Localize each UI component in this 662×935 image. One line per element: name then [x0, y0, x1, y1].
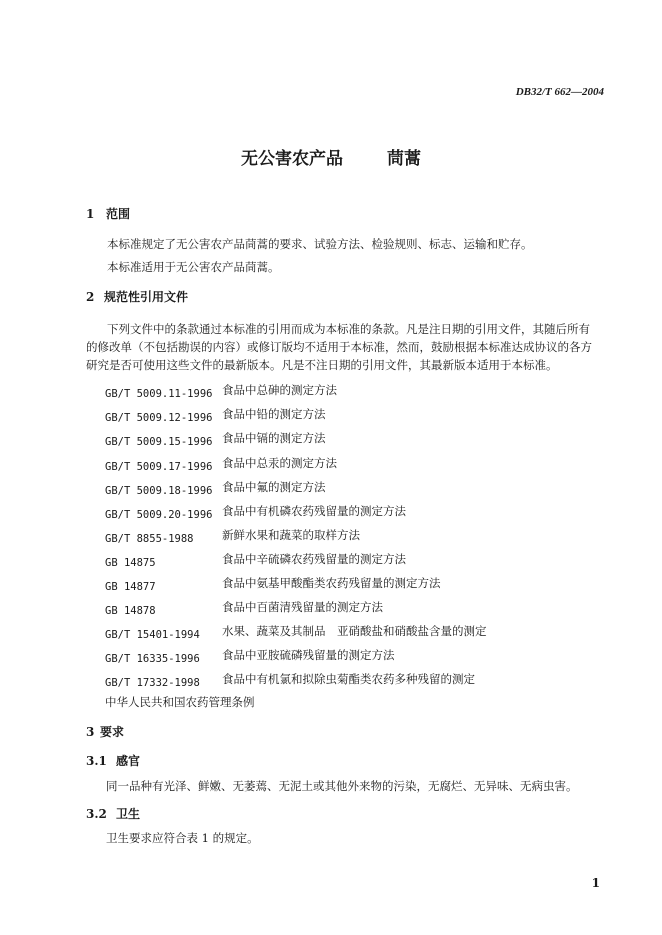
reference-item — [105, 455, 212, 474]
reference-title: 食品中亚胺硫磷残留量的测定方法 — [222, 648, 395, 662]
section-title: 卫生 — [116, 807, 141, 821]
reference-title: 食品中总汞的测定方法 — [222, 456, 337, 470]
page-number: 1 — [591, 876, 600, 890]
reference-item — [105, 406, 212, 425]
reference-code: GB/T 5009.11-1996 — [105, 388, 213, 400]
section-number: 3.2 — [86, 807, 107, 821]
standard-number: DB32/T 662—2004 — [515, 86, 604, 98]
reference-title: 食品中镉的测定方法 — [222, 431, 326, 445]
section-title: 范围 — [106, 207, 131, 221]
reference-code: GB/T 8855-1988 — [105, 533, 194, 545]
reference-title: 食品中氨基甲酸酯类农药残留量的测定方法 — [222, 576, 441, 590]
reference-item — [105, 382, 212, 401]
sensory-requirement-text: 同一品种有光泽、鲜嫩、无萎蔫、无泥土或其他外来物的污染，无腐烂、无异味、无病虫害。 — [106, 779, 578, 793]
section-number: 3.1 — [86, 754, 107, 768]
reference-title: 食品中辛硫磷农药残留量的测定方法 — [222, 552, 406, 566]
reference-item — [105, 551, 156, 570]
document-title — [0, 144, 662, 169]
section-1-heading — [86, 205, 130, 222]
section-number: 1 — [86, 207, 95, 221]
reference-title: 食品中有机磷农药残留量的测定方法 — [222, 504, 406, 518]
section-number: 3 — [86, 725, 95, 739]
reference-code: GB/T 5009.15-1996 — [105, 436, 213, 448]
reference-item — [105, 575, 156, 594]
reference-item — [105, 671, 200, 690]
reference-code: GB/T 5009.18-1996 — [105, 485, 213, 497]
title-part2: 茼蒿 — [387, 149, 421, 169]
reference-item — [105, 623, 200, 642]
reference-title: 水果、蔬菜及其制品 亚硝酸盐和硝酸盐含量的测定 — [222, 624, 487, 638]
reference-code: GB/T 5009.12-1996 — [105, 412, 213, 424]
reference-code: GB/T 15401-1994 — [105, 629, 200, 641]
section-title: 要求 — [100, 725, 125, 739]
reference-code: GB 14878 — [105, 605, 156, 617]
reference-item — [105, 479, 212, 498]
reference-code: GB 14877 — [105, 581, 156, 593]
section-3-2-heading — [86, 805, 140, 822]
reference-title: 新鲜水果和蔬菜的取样方法 — [222, 528, 360, 542]
reference-item — [105, 503, 212, 522]
reference-title: 食品中有机氯和拟除虫菊酯类农药多种残留的测定 — [222, 672, 475, 686]
reference-item — [105, 599, 156, 618]
reference-code: GB 14875 — [105, 557, 156, 569]
reference-item — [105, 430, 212, 449]
reference-code: GB/T 16335-1996 — [105, 653, 200, 665]
section-2-heading — [86, 288, 188, 305]
reference-item — [105, 647, 200, 666]
reference-title: 食品中总砷的测定方法 — [222, 383, 337, 397]
section-title: 感官 — [116, 754, 141, 768]
reference-title: 食品中铅的测定方法 — [222, 407, 326, 421]
reference-title: 食品中氟的测定方法 — [222, 480, 326, 494]
reference-code: GB/T 17332-1998 — [105, 677, 200, 689]
reference-item — [105, 527, 194, 546]
section-3-heading — [86, 723, 124, 740]
normative-references-intro: 下列文件中的条款通过本标准的引用而成为本标准的条款。凡是注日期的引用文件，其随后所有的修改单（不包括勘误的内容）或修订版均不适用于本标准，然而，鼓励根据本标准达成协议的各方研究是否可使用这些文件的最新版本。凡是不注日期的引用文件，其最新版本适用于本标准。 — [86, 322, 592, 372]
scope-paragraph-2: 本标准适用于无公害农产品茼蒿。 — [107, 260, 280, 274]
section-3-1-heading — [86, 752, 140, 769]
hygiene-requirement-text: 卫生要求应符合表 1 的规定。 — [106, 831, 259, 845]
reference-title: 食品中百菌清残留量的测定方法 — [222, 600, 383, 614]
pesticide-regulation-reference: 中华人民共和国农药管理条例 — [105, 695, 255, 709]
title-part1: 无公害农产品 — [241, 149, 343, 169]
section-title: 规范性引用文件 — [104, 290, 189, 304]
reference-code: GB/T 5009.20-1996 — [105, 509, 213, 521]
reference-code: GB/T 5009.17-1996 — [105, 461, 213, 473]
section-number: 2 — [86, 290, 95, 304]
scope-paragraph-1: 本标准规定了无公害农产品茼蒿的要求、试验方法、检验规则、标志、运输和贮存。 — [107, 237, 533, 251]
